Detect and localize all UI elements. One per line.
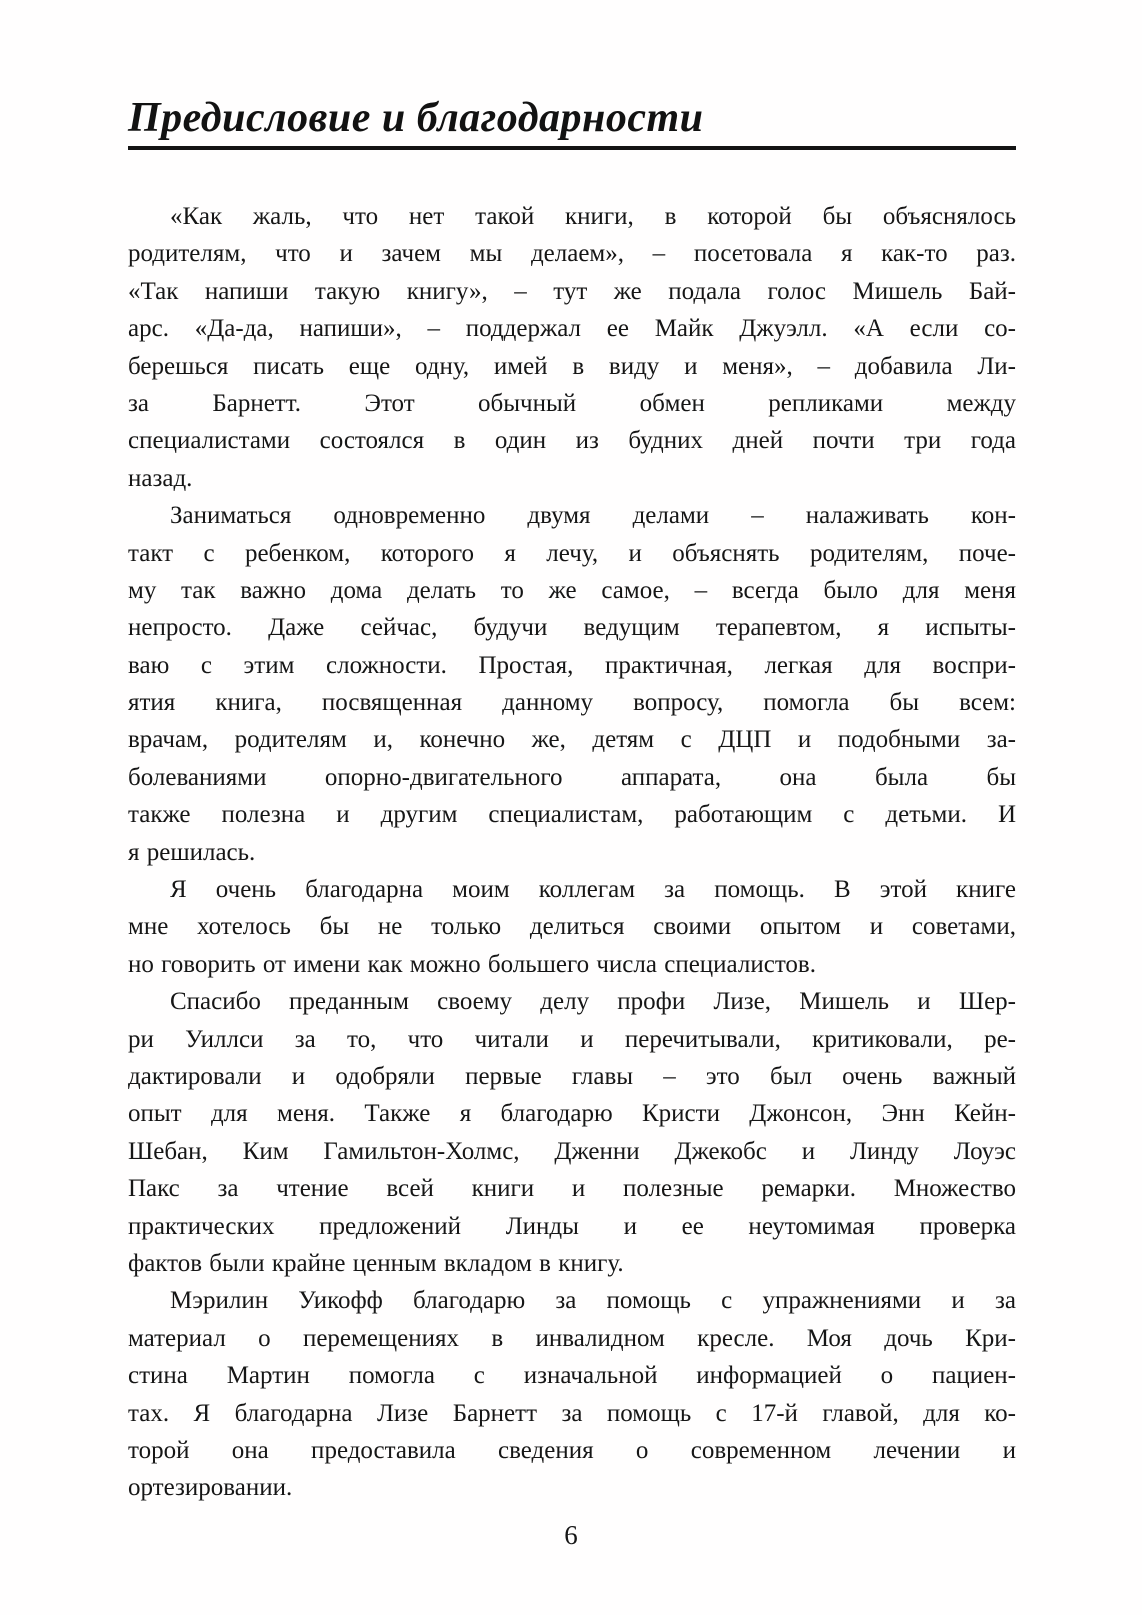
text-line: берешься писать еще одну, имей в виду и меня», – добавила Ли-: [128, 352, 1016, 380]
text-line: арс. «Да-да, напиши», – поддержал ее Майк Джуэлл. «А если со-: [128, 315, 1016, 343]
text-line: врачам, родителям и, конечно же, детям с ДЦП и подобными за-: [128, 726, 1016, 754]
text-line: ри Уиллси за то, что читали и перечитывали, критиковали, ре-: [128, 1025, 1016, 1053]
body-text: [128, 198, 1016, 1507]
paragraph: [128, 983, 1016, 1282]
text-line: опыт для меня. Также я благодарю Кристи Джонсон, Энн Кейн-: [128, 1100, 1016, 1128]
text-line: также полезна и другим специалистам, работающим с детьми. И: [128, 801, 1016, 829]
text-line: тах. Я благодарна Лизе Барнетт за помощь с 17-й главой, для ко-: [128, 1399, 1016, 1427]
text-line: практических предложений Линды и ее неутомимая проверка: [128, 1212, 1016, 1240]
text-line: ваю с этим сложности. Простая, практичная, легкая для воспри-: [128, 651, 1016, 679]
text-line: ятия книга, посвященная данному вопросу, помогла бы всем:: [128, 689, 1016, 717]
paragraph: [128, 198, 1016, 497]
text-line: стина Мартин помогла с изначальной информацией о пациен-: [128, 1362, 1016, 1390]
text-line: болеваниями опорно-двигательного аппарата, она была бы: [128, 763, 1016, 791]
paragraph: [128, 497, 1016, 871]
text-line: «Как жаль, что нет такой книги, в которой бы объяснялось: [170, 203, 1016, 230]
text-line: торой она предоставила сведения о современном лечении и: [128, 1436, 1016, 1464]
text-line: материал о перемещениях в инвалидном кресле. Моя дочь Кри-: [128, 1324, 1016, 1352]
page-content: [128, 93, 1016, 1507]
text-line: «Так напиши такую книгу», – тут же подала голос Мишель Бай-: [128, 277, 1016, 305]
paragraph: [128, 1282, 1016, 1506]
text-line: дактировали и одобряли первые главы – это был очень важный: [128, 1062, 1016, 1090]
text-line: но говорить от имени как можно большего числа специалистов.: [128, 950, 816, 978]
text-line: Я очень благодарна моим коллегам за помощь. В этой книге: [170, 876, 1016, 904]
page-number: 6: [564, 1520, 578, 1550]
text-line: непросто. Даже сейчас, будучи ведущим терапевтом, я испыты-: [128, 614, 1016, 642]
text-line: ортезировании.: [128, 1474, 293, 1502]
text-line: специалистами состоялся в один из будних дней почти три года: [128, 427, 1016, 455]
title-underline: [128, 146, 1016, 150]
text-line: такт с ребенком, которого я лечу, и объяснять родителям, поче-: [128, 539, 1016, 567]
text-line: родителям, что и зачем мы делаем», – посетовала я как-то раз.: [128, 240, 1016, 268]
text-line: я решилась.: [128, 838, 256, 866]
text-line: мне хотелось бы не только делиться своими опытом и советами,: [128, 913, 1016, 941]
text-line: фактов были крайне ценным вкладом в книгу.: [128, 1249, 624, 1277]
text-line: назад.: [128, 464, 193, 492]
page-title: Предисловие и благодарности: [128, 95, 704, 141]
text-line: Пакс за чтение всей книги и полезные ремарки. Множество: [128, 1175, 1016, 1203]
text-line: Спасибо преданным своему делу профи Лизе, Мишель и Шер-: [170, 988, 1016, 1016]
text-line: Заниматься одновременно двумя делами – налаживать кон-: [170, 502, 1016, 530]
text-line: Шебан, Ким Гамильтон-Холмс, Дженни Джекобс и Линду Лоуэс: [128, 1137, 1016, 1165]
text-line: му так важно дома делать то же самое, – всегда было для меня: [128, 576, 1016, 604]
paragraph: [128, 871, 1016, 983]
text-line: за Барнетт. Этот обычный обмен репликами между: [128, 389, 1016, 417]
text-line: Мэрилин Уикофф благодарю за помощь с упражнениями и за: [170, 1287, 1016, 1315]
